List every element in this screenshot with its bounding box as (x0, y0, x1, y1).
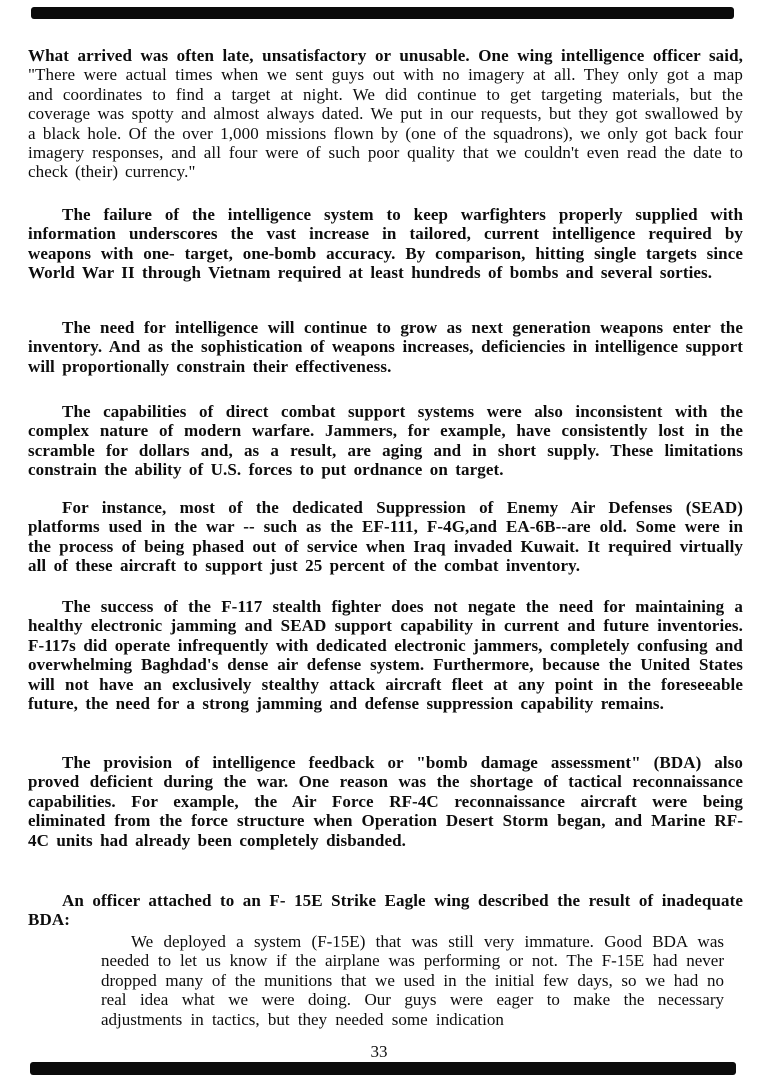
paragraph-direct-combat-support: The capabilities of direct combat support systems were also inconsistent with the complex nature of modern warfare. Jammers, for example, have consistently lost in the scramble for dollars and, as a result, are aging and in short supply. These limitations constrain the ability of U.S. forces to put ordnance on target. (28, 402, 743, 480)
paragraph-what-arrived (28, 46, 743, 182)
paragraph-bda-feedback: The provision of intelligence feedback or "bomb damage assessment" (BDA) also proved deficient during the war. One reason was the shortage of tactical reconnaissance capabilities. For example, the Air Force RF-4C reconnaissance aircraft were being eliminated from the force structure when Operation Desert Storm began, and Marine RF-4C units had already been completely disbanded. (28, 753, 743, 850)
paragraph-sead-platforms: For instance, most of the dedicated Suppression of Enemy Air Defenses (SEAD) platforms used in the war -- such as the EF-111, F-4G,and EA-6B--are old. Some were in the process of being phased out of service when Iraq invaded Kuwait. It required virtually all of these aircraft to support just 25 percent of the combat inventory. (28, 498, 743, 576)
inline-quote-text: "There were actual times when we sent guys out with no imagery at all. They only got a map and coordinates to find a target at night. We did continue to get targeting materials, but the coverage was spotty and almost always dated. We put in our requests, but they got swallowed by a black hole. Of the over 1,000 missions flown by (one of the squadrons), we only got back four imagery responses, and all four were of such poor quality that we couldn't even read the date to check (their) currency." (28, 65, 743, 182)
page-number: 33 (370, 1042, 388, 1061)
paragraph-officer-f15e-intro: An officer attached to an F- 15E Strike Eagle wing described the result of inadequate BDA: (28, 891, 743, 930)
scan-artifact-bottom-bar (30, 1062, 736, 1075)
paragraph-f117-success: The success of the F-117 stealth fighter does not negate the need for maintaining a healthy electronic jamming and SEAD support capability in current and future inventories. F-117s did operate infrequently with dedicated electronic jammers, completely confusing and overwhelming Baghdad's dense air defense system. Furthermore, because the United States will not have an exclusively stealthy attack aircraft fleet at any point in the foreseeable future, the need for a strong jamming and defense suppression capability remains. (28, 597, 743, 714)
paragraph-lead-bold: What arrived was often late, unsatisfactory or unusable. One wing intelligence officer said, (28, 46, 743, 65)
blockquote-f15e-testimony: We deployed a system (F-15E) that was still very immature. Good BDA was needed to let us know if the airplane was performing or not. The F-15E had never dropped many of the munitions that we used in the initial few days, so we had no real idea what we were doing. Our guys were eager to make the necessary adjustments in tactics, but they needed some indication (101, 932, 724, 1029)
paragraph-need-for-intelligence: The need for intelligence will continue to grow as next generation weapons enter the inventory. And as the sophistication of weapons increases, deficiencies in intelligence support will proportionally constrain their effectiveness. (28, 318, 743, 376)
scan-artifact-top-bar (31, 7, 734, 19)
paragraph-failure-of-intelligence: The failure of the intelligence system to keep warfighters properly supplied with information underscores the vast increase in tailored, current intelligence required by weapons with one- target, one-bomb accuracy. By comparison, hitting single targets since World War II through Vietnam required at least hundreds of bombs and several sorties. (28, 205, 743, 283)
